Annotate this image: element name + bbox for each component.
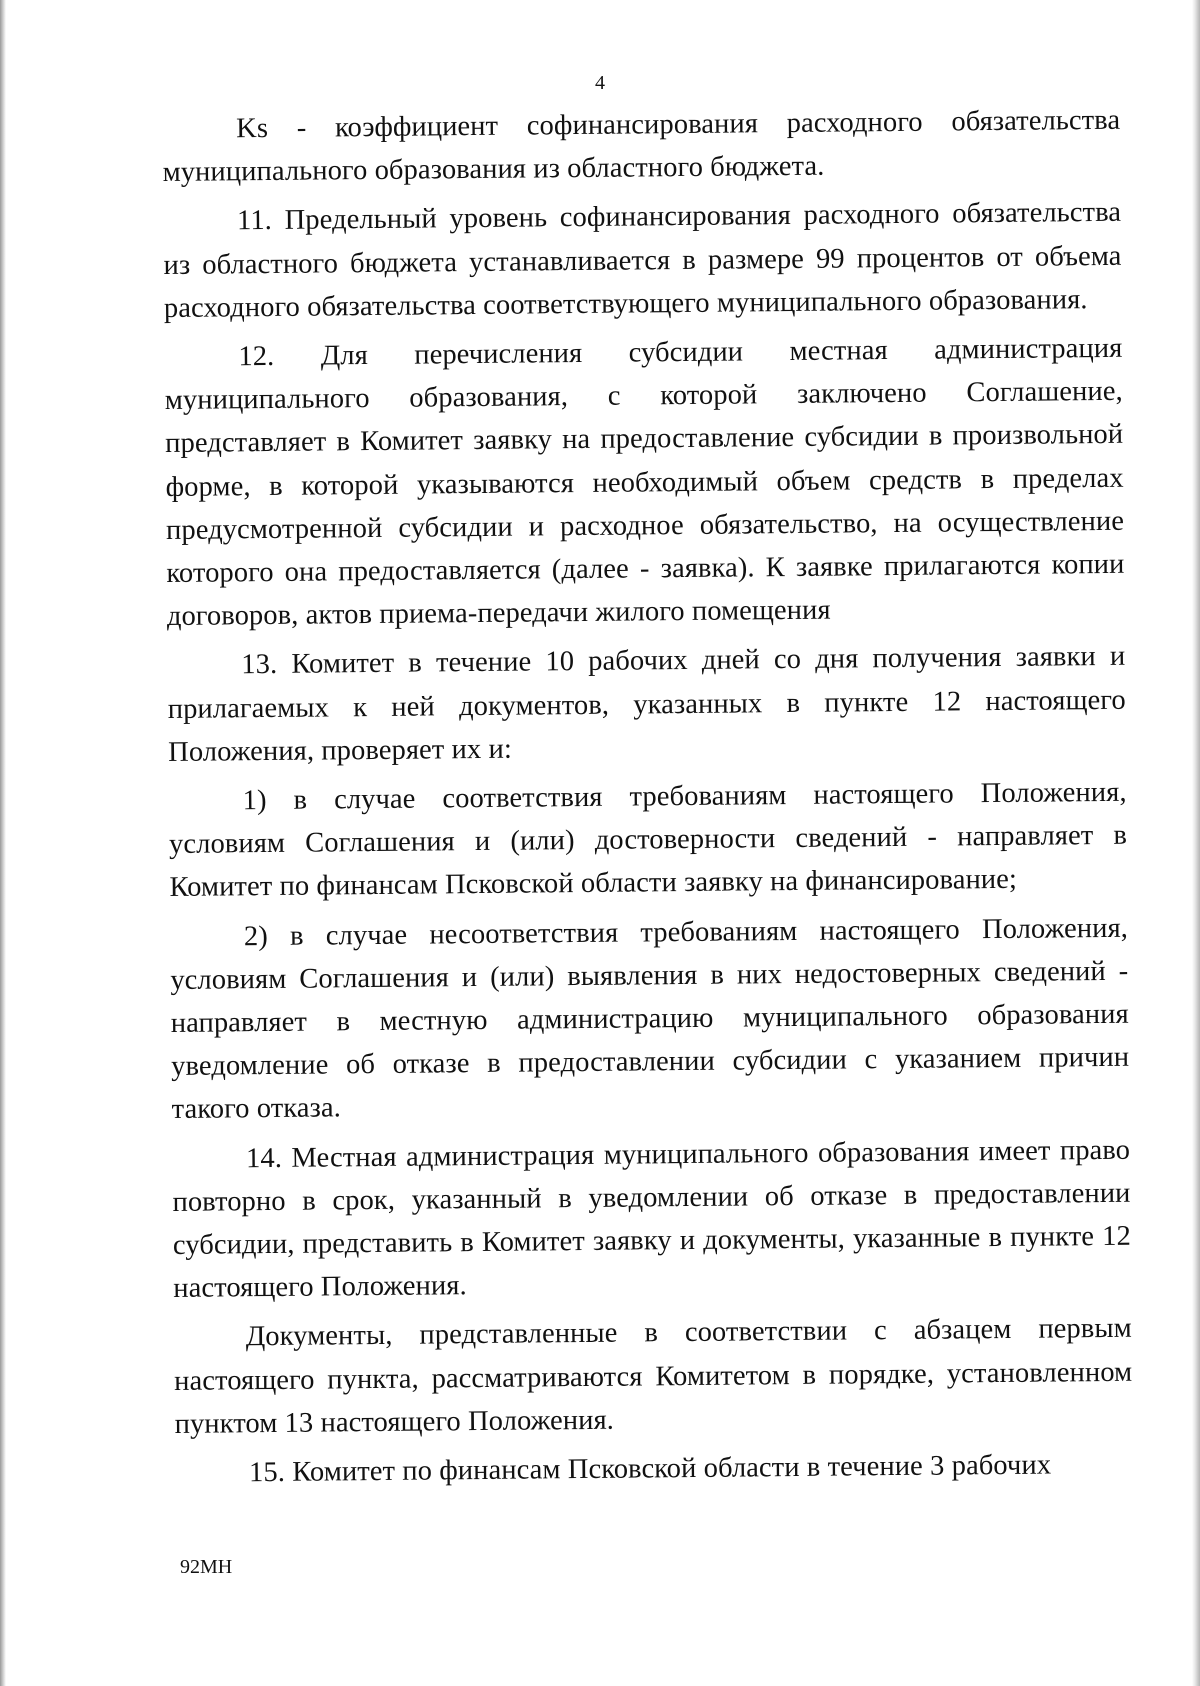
paragraph-ks-definition: Ks - коэффициент софинансирования расходного обязательства муниципального образования из областного бюджета. — [162, 104, 1121, 189]
paragraph-item-14: 14. Местная администрация муниципального образования имеет право повторно в срок, указанный в уведомлении об отказе в предоставлении субсидии, представить в Комитет заявку и документы, указанные в пункте 12 настоящего Положения. — [172, 1134, 1132, 1305]
scan-left-edge — [0, 0, 6, 1686]
scan-right-edge — [1192, 0, 1200, 1686]
page-number: 4 — [595, 72, 605, 94]
paragraph-item-13: 13. Комитет в течение 10 рабочих дней со дня получения заявки и прилагаемых к ней документов, указанных в пункте 12 настоящего Положения, проверяет их и: — [167, 641, 1126, 768]
paragraph-item-14-continuation: Документы, представленные в соответствии с абзацем первым настоящего пункта, рассматриваются Комитетом в порядке, установленном пунктом 13 настоящего Положения. — [174, 1313, 1133, 1440]
paragraph-item-12: 12. Для перечисления субсидии местная администрация муниципального образования, с которой заключено Соглашение, представляет в Комитет заявку на предоставление субсидии в произвольной форме, в которой указываются необходимый объем средств в пределах предусмотренной субсидии и расходное обязательство, на осуществление которого она предоставляется (далее - заявка). К заявке прилагаются копии договоров, актов приема-передачи жилого помещения — [164, 332, 1125, 633]
paragraph-item-13-sub-1: 1) в случае соответствия требованиям настоящего Положения, условиям Соглашения и (или) достоверности сведений - направляет в Комитет по финансам Псковской области заявку на финансирование; — [168, 776, 1128, 904]
document-body — [162, 99, 1133, 1501]
paragraph-item-15: 15. Комитет по финансам Псковской области в течение 3 рабочих — [248, 1449, 1052, 1489]
paragraph-item-13-sub-2: 2) в случае несоответствия требованиям настоящего Положения, условиям Соглашения и (или) выявления в них недостоверных сведений - направляет в местную администрацию муниципального образования уведомление об отказе в предоставлении субсидии с указанием причин такого отказа. — [170, 912, 1130, 1126]
paragraph-item-11: 11. Предельный уровень софинансирования расходного обязательства из областного бюджета устанавливается в размере 99 процентов от объема расходного обязательства соответствующего муниципального образования. — [163, 197, 1122, 324]
footer-document-code: 92МН — [180, 1556, 233, 1578]
